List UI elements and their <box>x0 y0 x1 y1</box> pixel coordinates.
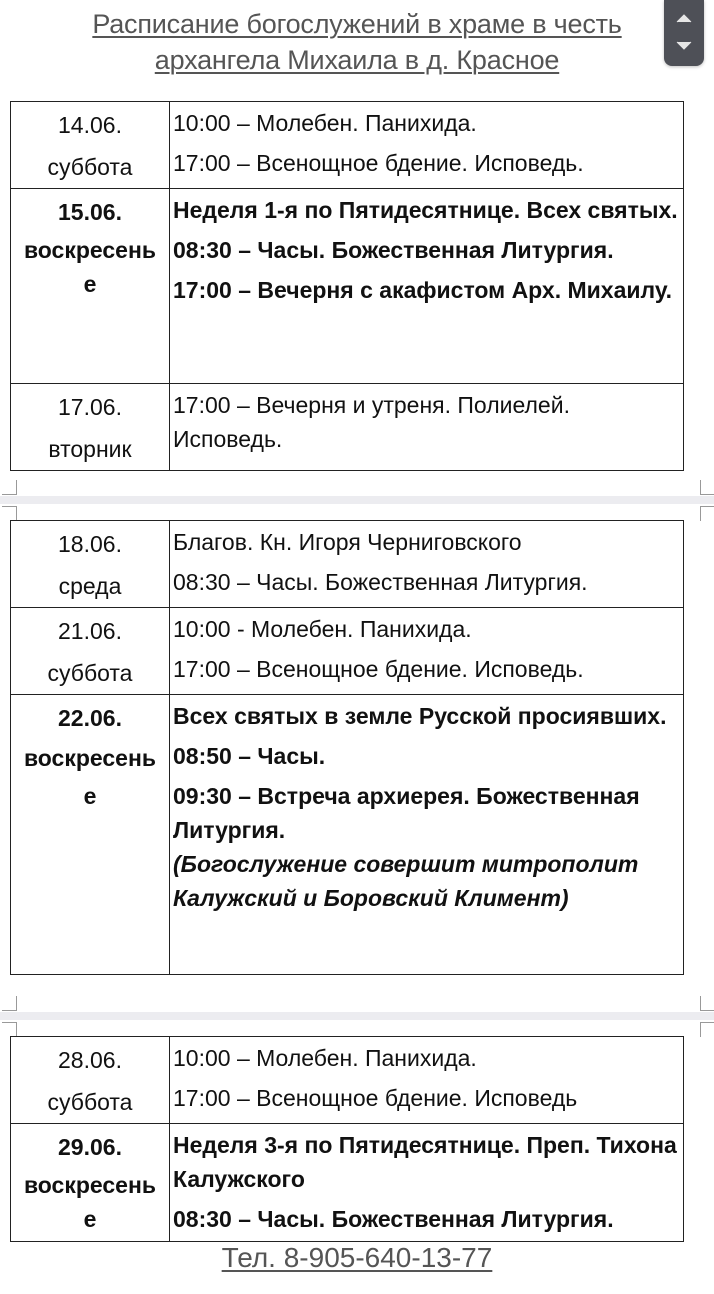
date: 21.06. <box>58 618 122 644</box>
page-corner-mark <box>700 1022 714 1037</box>
service-line: Благов. Кн. Игоря Черниговского <box>173 529 522 555</box>
page-break <box>0 1012 714 1020</box>
weekday: воскресень е <box>23 237 157 297</box>
date-cell <box>11 189 170 384</box>
schedule-row <box>11 102 684 189</box>
page-corner-mark <box>2 996 17 1011</box>
page-corner-mark <box>700 480 714 495</box>
page-corner-mark <box>700 506 714 521</box>
schedule-row <box>11 695 684 975</box>
date-cell <box>11 521 170 608</box>
service-cell <box>170 521 684 608</box>
service-line: Неделя 3-я по Пятидесятнице. Преп. Тихона Калужского <box>173 1132 677 1192</box>
weekday: воскресень е <box>23 745 157 809</box>
date: 29.06. <box>58 1134 122 1160</box>
service-cell <box>170 384 684 471</box>
service-cell <box>170 1124 684 1242</box>
schedule-row <box>11 189 684 384</box>
date: 18.06. <box>58 531 122 557</box>
date-cell <box>11 1037 170 1124</box>
chevron-down-icon[interactable] <box>664 32 704 60</box>
service-cell <box>170 1037 684 1124</box>
weekday: воскресень е <box>23 1172 157 1232</box>
page-corner-mark <box>700 996 714 1011</box>
page-corner-mark <box>2 1022 17 1037</box>
service-cell <box>170 608 684 695</box>
page-title-line-1: Расписание богослужений в храме в честь <box>92 9 622 39</box>
service-line: 17:00 – Вечерня с акафистом Арх. Михаилу. <box>173 277 672 303</box>
service-line: 10:00 – Молебен. Панихида. <box>173 110 477 136</box>
service-line: 10:00 - Молебен. Панихида. <box>173 616 472 642</box>
service-note: (Богослужение совершит митрополит Калужский и Боровский Климент) <box>173 851 639 911</box>
schedule-table-3 <box>10 1036 684 1242</box>
service-cell <box>170 102 684 189</box>
service-line: 17:00 – Всенощное бдение. Исповедь. <box>173 656 584 682</box>
date-cell <box>11 384 170 471</box>
service-line: 17:00 – Всенощное бдение. Исповедь <box>173 1085 578 1111</box>
schedule-table-1 <box>10 101 684 471</box>
service-line: 08:50 – Часы. <box>173 743 326 769</box>
weekday: среда <box>58 573 122 599</box>
service-line: 17:00 – Всенощное бдение. Исповедь. <box>173 150 584 176</box>
page-corner-mark <box>2 480 17 495</box>
date: 14.06. <box>58 112 122 138</box>
schedule-row <box>11 521 684 608</box>
schedule-row <box>11 608 684 695</box>
weekday: вторник <box>48 436 132 462</box>
weekday: суббота <box>47 154 133 180</box>
page-break <box>0 496 714 504</box>
service-line: Всех святых в земле Русской просиявших. <box>173 703 667 729</box>
scroll-control[interactable] <box>664 0 704 66</box>
service-line: 08:30 – Часы. Божественная Литургия. <box>173 569 588 595</box>
schedule-table-2 <box>10 520 684 975</box>
date-cell <box>11 608 170 695</box>
page-title-line-2: архангела Михаила в д. Красное <box>154 45 560 75</box>
date-cell <box>11 102 170 189</box>
service-line: 09:30 – Встреча архиерея. Божественная Литургия. <box>173 783 640 843</box>
service-line: 17:00 – Вечерня и утреня. Полиелей. Исповедь. <box>173 392 570 452</box>
phone-number[interactable]: Тел. 8-905-640-13-77 <box>221 1242 493 1273</box>
page-corner-mark <box>2 506 17 521</box>
page-title <box>0 6 714 78</box>
service-cell <box>170 695 684 975</box>
service-cell <box>170 189 684 384</box>
service-line: 08:30 – Часы. Божественная Литургия. <box>173 237 614 263</box>
date: 22.06. <box>58 705 122 731</box>
date-cell <box>11 1124 170 1242</box>
service-line: 08:30 – Часы. Божественная Литургия. <box>173 1206 614 1232</box>
date: 28.06. <box>58 1047 122 1073</box>
chevron-up-icon[interactable] <box>664 4 704 32</box>
weekday: суббота <box>47 1089 133 1115</box>
date: 15.06. <box>58 199 122 225</box>
schedule-row <box>11 384 684 471</box>
date: 17.06. <box>58 394 122 420</box>
date-cell <box>11 695 170 975</box>
schedule-row <box>11 1124 684 1242</box>
schedule-row <box>11 1037 684 1124</box>
weekday: суббота <box>47 660 133 686</box>
service-line: Неделя 1-я по Пятидесятнице. Всех святых. <box>173 197 678 223</box>
service-line: 10:00 – Молебен. Панихида. <box>173 1045 477 1071</box>
